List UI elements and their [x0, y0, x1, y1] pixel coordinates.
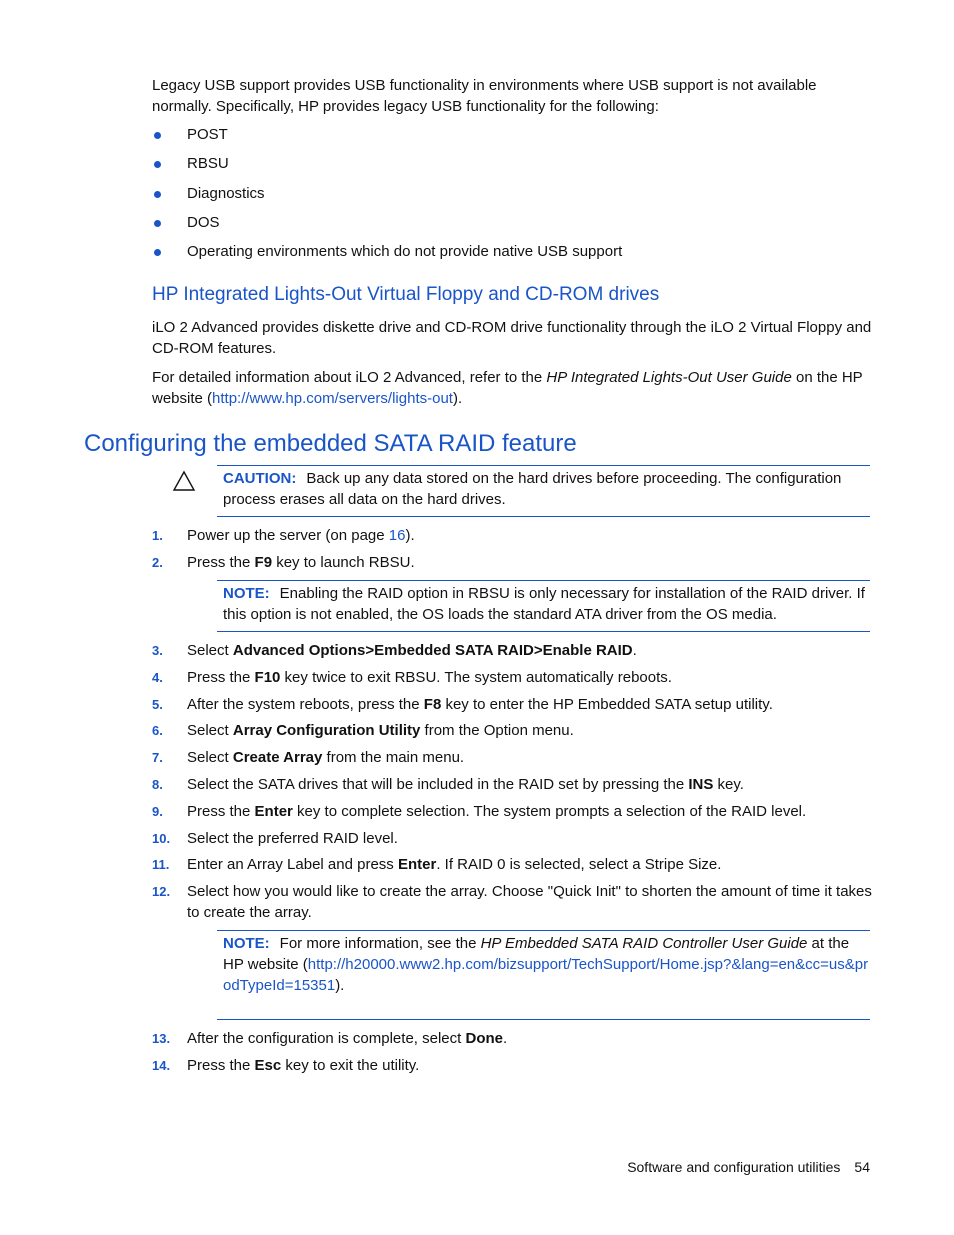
list-item: Operating environments which do not provide native USB support — [152, 241, 872, 270]
intro-paragraph: Legacy USB support provides USB functionality in environments where USB support is not available normally. Specifically, HP provides legacy USB functionality for the following: — [152, 77, 817, 115]
list-item: 3. Select Advanced Options>Embedded SATA RAID>Enable RAID. — [152, 642, 637, 659]
page-footer — [627, 1157, 870, 1178]
list-item: 4. Press the F10 key twice to exit RBSU. The system automatically reboots. — [152, 668, 672, 686]
note-text: Enabling the RAID option in RBSU is only necessary for installation of the RAID driver. If this option is not enabled, the OS loads the standard ATA driver from the OS media. — [223, 585, 865, 623]
list-item: 7. Select Create Array from the main menu. — [152, 749, 465, 767]
list-item: 6. Select Array Configuration Utility from the Option menu. — [152, 722, 574, 740]
steps-list-c — [152, 1028, 872, 1081]
list-item: 5. After the system reboots, press the F8 key to enter the HP Embedded SATA setup utility. — [152, 695, 773, 713]
list-item: 12. Select how you would like to create the array. Choose "Quick Init" to shorten the amount of time it takes to create the array. — [152, 883, 872, 922]
ilo-paragraph-1: iLO 2 Advanced provides diskette drive and CD-ROM drive functionality through the iLO 2 Virtual Floppy and CD-ROM features. — [152, 319, 872, 357]
support-link[interactable]: http://h20000.www2.hp.com/bizsupport/TechSupport/Home.jsp?&lang=en&cc=us&prodTypeId=15351 — [223, 956, 869, 994]
warning-triangle-icon — [172, 470, 196, 492]
steps-list-b — [152, 640, 872, 923]
list-item: 1. Power up the server (on page 16). — [152, 527, 415, 544]
steps-list-a — [152, 525, 872, 579]
caution-text: Back up any data stored on the hard drives before proceeding. The configuration process erases all data on the hard drives. — [223, 470, 842, 508]
footer-section-title: Software and configuration utilities — [627, 1159, 841, 1175]
bullet-icon — [154, 249, 161, 256]
guide-title: HP Embedded SATA RAID Controller User Guide — [480, 935, 808, 952]
list-item: 10. Select the preferred RAID level. — [152, 829, 398, 847]
note-box-2: NOTE: For more information, see the HP Embedded SATA RAID Controller User Guide at the HP website (http://h20000.www2.hp.com/bizsupport/TechSupport/Home.jsp?&lang=en&cc=us&prodTypeId=15351). — [217, 930, 870, 1020]
list-item: 13. After the configuration is complete, select Done. — [152, 1030, 508, 1047]
bullet-list — [152, 124, 872, 270]
list-item: POST — [152, 124, 872, 153]
ilo-paragraph-2: For detailed information about iLO 2 Advanced, refer to the HP Integrated Lights-Out User Guide on the HP website (http://www.hp.com/servers/lights-out). — [152, 369, 863, 407]
list-item: 14. Press the Esc key to exit the utility. — [152, 1056, 420, 1074]
list-item: 9. Press the Enter key to complete selection. The system prompts a selection of the RAID level. — [152, 802, 807, 820]
bullet-icon — [154, 161, 161, 168]
guide-title: HP Integrated Lights-Out User Guide — [546, 369, 792, 386]
list-item: Diagnostics — [152, 183, 872, 212]
list-item: 8. Select the SATA drives that will be included in the RAID set by pressing the INS key. — [152, 775, 744, 793]
list-item: 11. Enter an Array Label and press Enter. If RAID 0 is selected, select a Stripe Size. — [152, 856, 722, 874]
list-item: DOS — [152, 212, 872, 241]
section-heading-sata: Configuring the embedded SATA RAID feature — [84, 430, 577, 457]
section-heading-ilo: HP Integrated Lights-Out Virtual Floppy and CD-ROM drives — [152, 284, 660, 305]
bullet-icon — [154, 220, 161, 227]
page-link[interactable]: 16 — [388, 527, 406, 544]
list-item: RBSU — [152, 153, 872, 182]
caution-box — [217, 465, 870, 517]
page-number: 54 — [854, 1159, 870, 1175]
lights-out-link[interactable]: http://www.hp.com/servers/lights-out — [212, 390, 453, 407]
list-item: 2. Press the F9 key to launch RBSU. — [152, 554, 415, 571]
bullet-icon — [154, 132, 161, 139]
note-label: NOTE: — [223, 935, 270, 952]
caution-label: CAUTION: — [223, 470, 297, 487]
bullet-icon — [154, 191, 161, 198]
note-label: NOTE: — [223, 585, 270, 602]
note-box-1 — [217, 580, 870, 632]
